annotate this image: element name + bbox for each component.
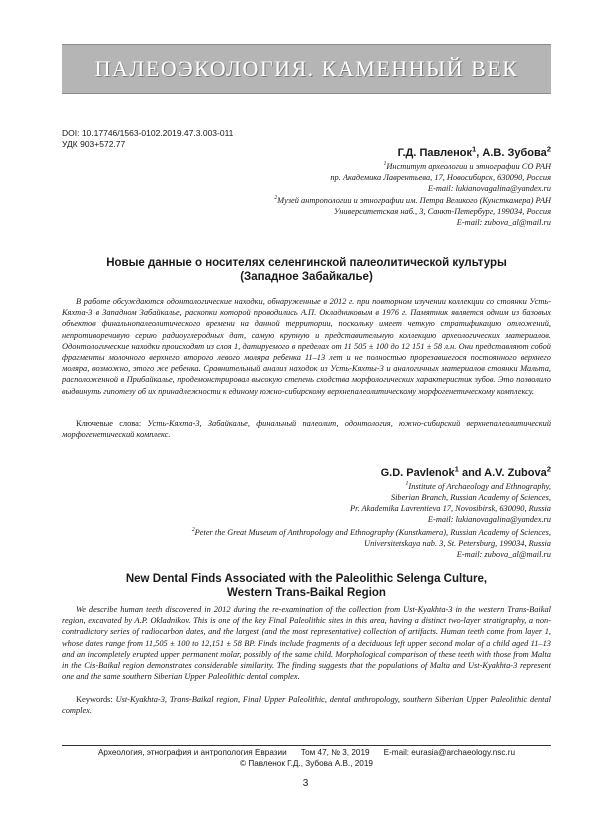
ru-article-title bbox=[62, 256, 551, 284]
en-article-title bbox=[62, 572, 551, 600]
ru-title-line: (Западное Забайкалье) bbox=[240, 271, 373, 283]
en-abstract: We describe human teeth discovered in 2012 during the re-examination of the collection from Ust-Kyakhta-3 in the western Trans-Baikal region, excavated by A.P. Okladnikov. This is one of the key Final Paleolithic sites in this area, having a distinct two-layer stratigraphy, a non-contradictory series of radiocarbon dates, and the largest (and the most representative) collection of artifacts. Human teeth come from layer 1, whose dates range from 11,505 ± 100 to 12,151 ± 58 BP. Finds include fragments of a deciduous left upper second molar of a child aged 11–13 and an incompletely erupted upper permanent molar, possibly of the same child. Morphological comparison of these teeth with those from Malta in the Cis-Baikal region demonstrates considerable similarity. The finding suggests that the populations of Malta and Ust-Kyakhta-3 represent one and the same southern Siberian Upper Paleolithic dental complex. bbox=[62, 605, 551, 682]
en-title-line: New Dental Finds Associated with the Paleolithic Selenga Culture, bbox=[125, 573, 488, 585]
ru-aff1-line: пр. Академика Лаврентьева, 17, Новосибирск, 630090, Россия bbox=[330, 173, 551, 182]
en-authors bbox=[300, 466, 551, 480]
en-author-separator: and bbox=[458, 467, 485, 479]
en-author-1: G.D. Pavlenok bbox=[380, 467, 455, 479]
ru-affiliation-2: $^2$Музей антропологии и этнографии им. Петра Великого (Кунсткамера) РАН Университетская наб., 3, Санкт-Петербург, 199034, Россия E-mail: zubova_al@mail.ru bbox=[274, 195, 551, 227]
en-aff1-line: Siberian Branch, Russian Academy of Sciences, bbox=[390, 493, 551, 502]
en-aff1-line: Pr. Akademika Lavrentieva 17, Novosibirsk, 630090, Russia bbox=[350, 504, 551, 513]
en-aff2-line: Universitetskaya nab. 3, St. Petersburg, 199034, Russia bbox=[364, 539, 551, 548]
footer-copyright: © Павленок Г.Д., Зубова А.В., 2019 bbox=[240, 759, 373, 768]
ru-keywords-text: Усть-Кяхта-3, Забайкалье, финальный палеолит, одонтология, южно-сибирский верхнепалеолитический морфогенетический комплекс. bbox=[62, 419, 552, 440]
page-number: 3 bbox=[302, 778, 309, 789]
ru-affiliation-1: $^1$Институт археологии и этнографии СО РАН пр. Академика Лаврентьева, 17, Новосибирск, 630090, Россия E-mail: lukianovagalina@yandex.ru bbox=[330, 161, 551, 193]
footer-email[interactable]: E-mail: eurasia@archaeology.nsc.ru bbox=[383, 748, 516, 757]
ru-authors bbox=[300, 146, 551, 160]
en-affiliation-1: $^1$Institute of Archaeology and Ethnography, Siberian Branch, Russian Academy of Sciences, Pr. Akademika Lavrentieva 17, Novosibirsk, 630090, Russia E-mail: lukianovagalina@yandex.ru bbox=[350, 481, 551, 524]
en-affiliation-2: $^2$Peter the Great Museum of Anthropology and Ethnography (Kunstkamera), Russian Academy of Sciences, Universitetskaya nab. 3, St. Petersburg, 199034, Russia E-mail: zubova_al@mail.ru bbox=[191, 527, 551, 559]
en-title-line: Western Trans-Baikal Region bbox=[227, 587, 386, 599]
ru-keywords-label: Ключевые слова: bbox=[76, 419, 148, 428]
ru-aff2-line: Музей антропологии и этнографии им. Петра Великого (Кунсткамера) РАН bbox=[277, 196, 551, 205]
ru-author-separator: , bbox=[476, 147, 483, 159]
footer-journal: Археология, этнография и антропология Евразии bbox=[97, 748, 287, 757]
ru-author-1: Г.Д. Павленок bbox=[397, 147, 472, 159]
ru-abstract: В работе обсуждаются одонтологические находки, обнаруженные в 2012 г. при повторном изучении коллекции со стоянки Усть-Кяхта-3 в Западном Забайкалье, раскопки которой проводились А.П. Окладниковым в 1976 г. Памятник является одним из базовых объектов финальнопалеолитического времени на данной территории, поскольку имеет четкую стратификацию отложений, непротиворечивую серию радиоуглеродных дат, самую крупную и представительную коллекцию археологических материалов. Одонтологические находки происходят из слоя 1, датируемого в пределах от 11 505 ± 100 до 12 151 ± 58 л.н. Они представляют собой фрагменты молочного верхнего второго левого моляра ребенка 11–13 лет и не полностью прорезавшегося постоянного верхнего моляра, возможно, этого же ребенка. Сравнительный анализ находок из Усть-Кяхты-3 и аналогичных материалов стоянки Мальта, расположенной в Прибайкалье, продемонстрировал высокую степень сходства морфологических характеристик зубов. Это позволило выдвинуть гипотезу об их принадлежности к единому южно-сибирскому верхнепалеолитическому морфогенетическому комплексу. bbox=[62, 297, 551, 396]
ru-aff2-email[interactable]: E-mail: zubova_al@mail.ru bbox=[456, 218, 551, 227]
section-title: ПАЛЕОЭКОЛОГИЯ. КАМЕННЫЙ ВЕК bbox=[94, 56, 519, 81]
en-author-2: A.V. Zubova bbox=[484, 467, 547, 479]
ru-aff1-line: Институт археологии и этнографии СО РАН bbox=[386, 162, 551, 171]
ru-author-names: Г.Д. Павленок$^1$, А.В. Зубова$^2$ bbox=[397, 144, 551, 159]
ru-keywords bbox=[62, 418, 551, 440]
footer-divider bbox=[62, 745, 551, 746]
en-keywords bbox=[62, 694, 551, 716]
footer-journal-line bbox=[62, 748, 551, 758]
en-aff2-email[interactable]: E-mail: zubova_al@mail.ru bbox=[456, 550, 551, 559]
en-author-names: G.D. Pavlenok$^1$ and A.V. Zubova$^2$ bbox=[380, 464, 551, 479]
footer-volume: Том 47, № 3, 2019 bbox=[300, 748, 370, 757]
udk: УДК 903+572.77 bbox=[62, 139, 126, 149]
en-aff1-email[interactable]: E-mail: lukianovagalina@yandex.ru bbox=[427, 515, 551, 524]
doi[interactable]: DOI: 10.17746/1563-0102.2019.47.3.003-011 bbox=[62, 128, 234, 138]
ru-aff1-email[interactable]: E-mail: lukianovagalina@yandex.ru bbox=[427, 184, 551, 193]
section-header-band bbox=[62, 44, 551, 94]
en-aff2-line: Peter the Great Museum of Anthropology and Ethnography (Kunstkamera), Russian Academy of Sciences, bbox=[194, 528, 551, 537]
doi-block bbox=[62, 128, 233, 150]
ru-author-2: А.В. Зубова bbox=[482, 147, 547, 159]
ru-title-line: Новые данные о носителях селенгинской палеолитической культуры bbox=[106, 257, 507, 269]
en-aff1-line: Institute of Archaeology and Ethnography, bbox=[408, 482, 551, 491]
ru-aff2-line: Университетская наб., 3, Санкт-Петербург, 199034, Россия bbox=[333, 207, 551, 216]
en-keywords-text: Ust-Kyakhta-3, Trans-Baikal region, Final Upper Paleolithic, dental anthropology, southern Siberian Upper Paleolithic dental complex. bbox=[62, 695, 551, 716]
en-keywords-label: Keywords: bbox=[76, 695, 116, 704]
